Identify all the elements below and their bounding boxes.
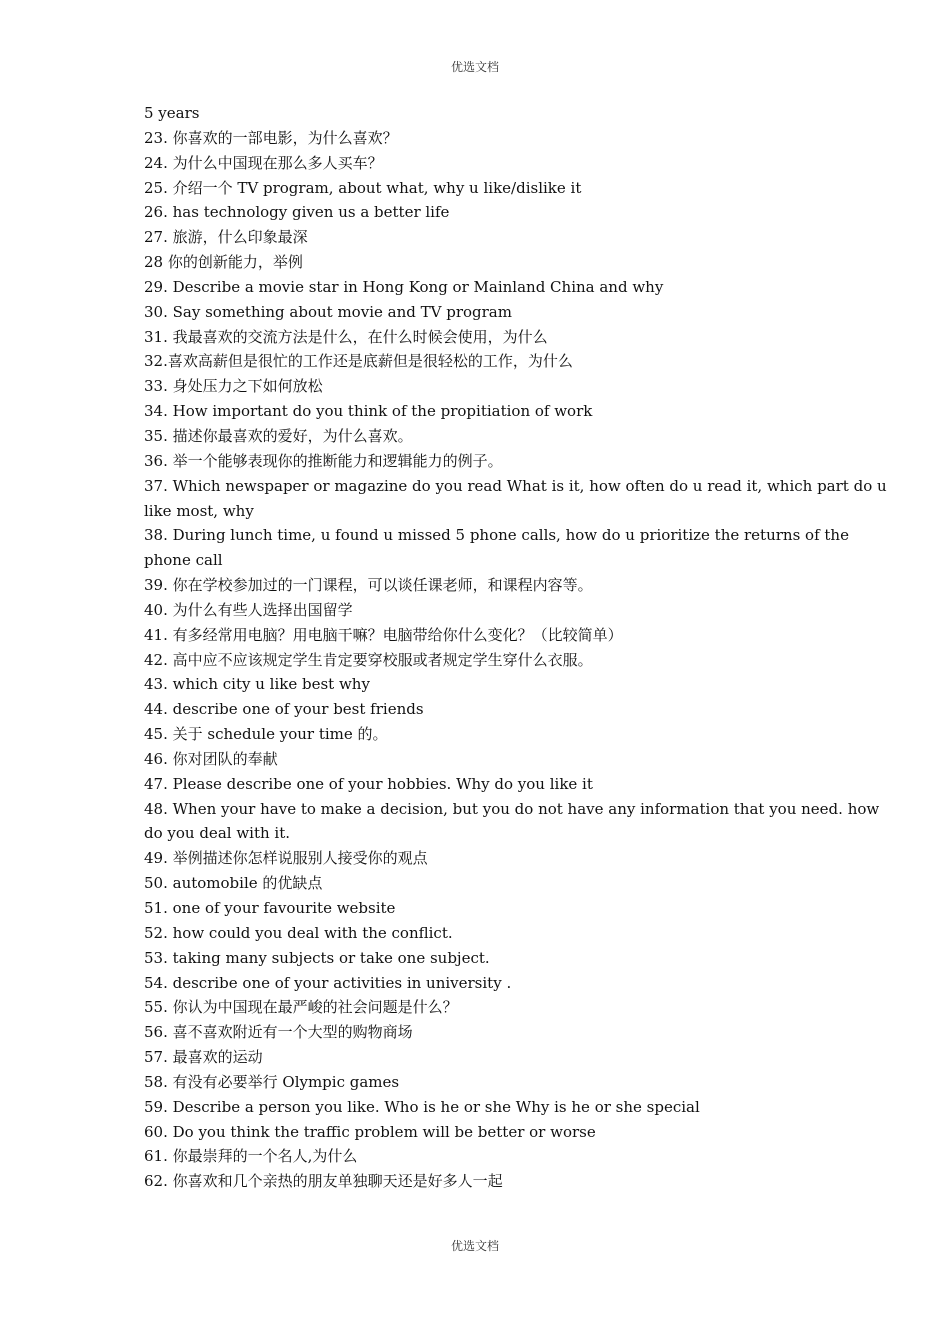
- list-line: 25. 介绍一个 TV program, about what, why u like/dislike it: [144, 178, 582, 197]
- list-line: 23. 你喜欢的一部电影，为什么喜欢？: [144, 128, 398, 147]
- list-line: like most, why: [144, 501, 254, 520]
- list-line: 53. taking many subjects or take one subject.: [144, 948, 490, 967]
- list-line: 37. Which newspaper or magazine do you read What is it, how often do u read it, which part do u: [144, 476, 887, 495]
- list-line: 46. 你对团队的奉献: [144, 749, 278, 768]
- list-line: 59. Describe a person you like. Who is he or she Why is he or she special: [144, 1097, 700, 1116]
- list-line: 62. 你喜欢和几个亲热的朋友单独聊天还是好多人一起: [144, 1172, 503, 1191]
- list-line: 61. 你最崇拜的一个名人,为什么: [144, 1147, 358, 1166]
- list-line: phone call: [144, 551, 223, 570]
- list-line: 40. 为什么有些人选择出国留学: [144, 600, 353, 619]
- list-line: 36. 举一个能够表现你的推断能力和逻辑能力的例子。: [144, 451, 503, 470]
- list-line: do you deal with it.: [144, 824, 291, 843]
- list-line: 26. has technology given us a better life: [144, 203, 450, 222]
- list-line: 31. 我最喜欢的交流方法是什么，在什么时候会使用，为什么: [144, 327, 548, 346]
- page-footer: 优选文档: [450, 1239, 499, 1253]
- list-line: 43. which city u like best why: [144, 675, 370, 694]
- list-line: 44. describe one of your best friends: [144, 700, 424, 719]
- list-line: 39. 你在学校参加过的一门课程，可以谈任课老师，和课程内容等。: [144, 576, 593, 595]
- page-header: 优选文档: [450, 60, 499, 74]
- list-line: 52. how could you deal with the conflict.: [144, 923, 453, 942]
- list-line: 34. How important do you think of the propitiation of work: [144, 402, 593, 421]
- list-line: 55. 你认为中国现在最严峻的社会问题是什么？: [144, 998, 458, 1017]
- list-line: 47. Please describe one of your hobbies. Why do you like it: [144, 774, 593, 793]
- list-line: 5 years: [144, 104, 200, 122]
- list-line: 48. When your have to make a decision, but you do not have any information that you need. how: [144, 799, 880, 818]
- list-line: 35. 描述你最喜欢的爱好，为什么喜欢。: [144, 426, 413, 445]
- list-line: 60. Do you think the traffic problem will be better or worse: [144, 1122, 596, 1141]
- question-list: [144, 101, 887, 1194]
- list-line: 50. automobile 的优缺点: [144, 874, 323, 893]
- list-line: 42. 高中应不应该规定学生肯定要穿校服或者规定学生穿什么衣服。: [144, 650, 593, 669]
- list-line: 28 你的创新能力，举例: [144, 253, 303, 272]
- list-line: 56. 喜不喜欢附近有一个大型的购物商场: [144, 1023, 413, 1042]
- list-line: 58. 有没有必要举行 Olympic games: [144, 1072, 400, 1091]
- list-line: 49. 举例描述你怎样说服别人接受你的观点: [144, 849, 428, 868]
- list-line: 57. 最喜欢的运动: [144, 1048, 263, 1067]
- list-line: 45. 关于 schedule your time 的。: [144, 725, 388, 744]
- list-line: 54. describe one of your activities in university .: [144, 973, 512, 992]
- list-line: 30. Say something about movie and TV program: [144, 302, 512, 321]
- list-line: 24. 为什么中国现在那么多人买车？: [144, 153, 383, 172]
- list-line: 38. During lunch time, u found u missed 5 phone calls, how do u prioritize the returns of the: [144, 526, 849, 545]
- list-line: 41. 有多经常用电脑？用电脑干嘛？电脑带给你什么变化？（比较简单）: [144, 625, 623, 644]
- list-line: 29. Describe a movie star in Hong Kong or Mainland China and why: [144, 277, 664, 296]
- list-line: 27. 旅游，什么印象最深: [144, 228, 308, 247]
- list-line: 51. one of your favourite website: [144, 899, 396, 917]
- list-line: 32.喜欢高薪但是很忙的工作还是底薪但是很轻松的工作，为什么: [144, 352, 573, 371]
- list-line: 33. 身处压力之下如何放松: [144, 377, 323, 396]
